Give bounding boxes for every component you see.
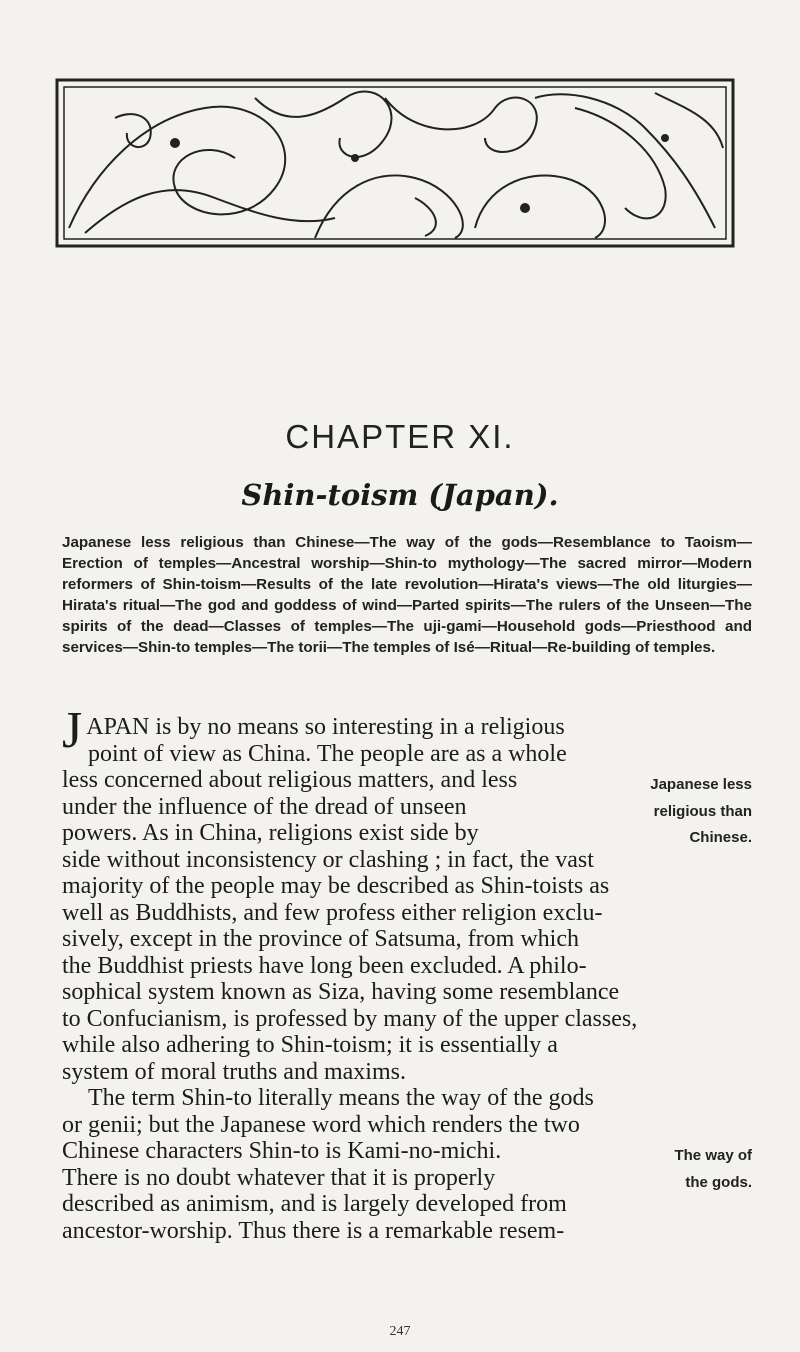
body-line: point of view as China. The people are as a whole bbox=[88, 740, 567, 767]
chapter-heading: CHAPTER XI. bbox=[285, 418, 515, 455]
body-line: to Confucianism, is professed by many of the upper classes, bbox=[62, 1005, 638, 1032]
chapter-synopsis: Japanese less religious than Chinese—The way of the gods—Resemblance to Taoism—Erection of temples—Ancestral worship—Shin-to mythology—The sacred mirror—Modern reformers of Shin-toism—Results of the late revolution—Hirata's views—The old liturgies—Hirata's ritual—The god and goddess of wind—Parted spirits—The rulers of the Unseen—The spirits of the dead—Classes of temples—The uji-gami—Household gods—Priesthood and services—Shin-to temples—The torii—The temples of Isé—Ritual—Re-building of temples. bbox=[62, 534, 752, 656]
body-line: majority of the people may be described as Shin-toists as bbox=[62, 873, 610, 899]
body-line-text: under the influence of the dread of unseen bbox=[62, 793, 467, 820]
page-number: 247 bbox=[389, 1324, 411, 1339]
body-line-text: less concerned about religious matters, and less bbox=[62, 767, 518, 793]
body-line-text: Chinese characters Shin-to is Kami-no-michi. bbox=[62, 1138, 502, 1164]
body-line: The term Shin-to literally means the way of the gods bbox=[88, 1085, 594, 1111]
body-line: ancestor-worship. Thus there is a remarkable resem- bbox=[62, 1217, 565, 1244]
decorative-header-ornament bbox=[55, 78, 735, 248]
body-line: sively, except in the province of Satsuma, from which bbox=[62, 926, 579, 952]
side-note: Chinese. bbox=[689, 829, 752, 846]
side-note: Japanese less bbox=[650, 776, 752, 793]
body-line: sophical system known as Siza, having some resemblance bbox=[62, 979, 620, 1005]
side-note: the gods. bbox=[685, 1173, 752, 1191]
body-line-text: There is no doubt whatever that it is properly bbox=[62, 1164, 496, 1191]
body-line bbox=[62, 1165, 752, 1192]
body-line: or genii; but the Japanese word which renders the two bbox=[62, 1111, 580, 1138]
body-line bbox=[62, 820, 752, 847]
body-line-text: APAN is by no means so interesting in a religious bbox=[86, 714, 565, 740]
body-line-text: powers. As in China, religions exist side by bbox=[62, 820, 479, 846]
body-line: side without inconsistency or clashing ; in fact, the vast bbox=[62, 846, 594, 873]
side-note: religious than bbox=[653, 802, 752, 820]
body-text bbox=[62, 702, 752, 1244]
side-note: The way of bbox=[674, 1147, 752, 1164]
body-line: well as Buddhists, and few profess either religion exclu- bbox=[62, 899, 603, 926]
chapter-subtitle: Shin-toism (Japan). bbox=[241, 478, 559, 512]
drop-cap: J bbox=[62, 702, 83, 759]
body-line: described as animism, and is largely developed from bbox=[62, 1191, 567, 1217]
body-line: while also adhering to Shin-toism; it is essentially a bbox=[62, 1032, 558, 1058]
body-line: the Buddhist priests have long been excluded. A philo- bbox=[62, 952, 587, 979]
body-line bbox=[62, 794, 752, 821]
body-line: system of moral truths and maxims. bbox=[62, 1058, 406, 1085]
body-line bbox=[62, 1138, 752, 1165]
body-line bbox=[62, 767, 752, 794]
